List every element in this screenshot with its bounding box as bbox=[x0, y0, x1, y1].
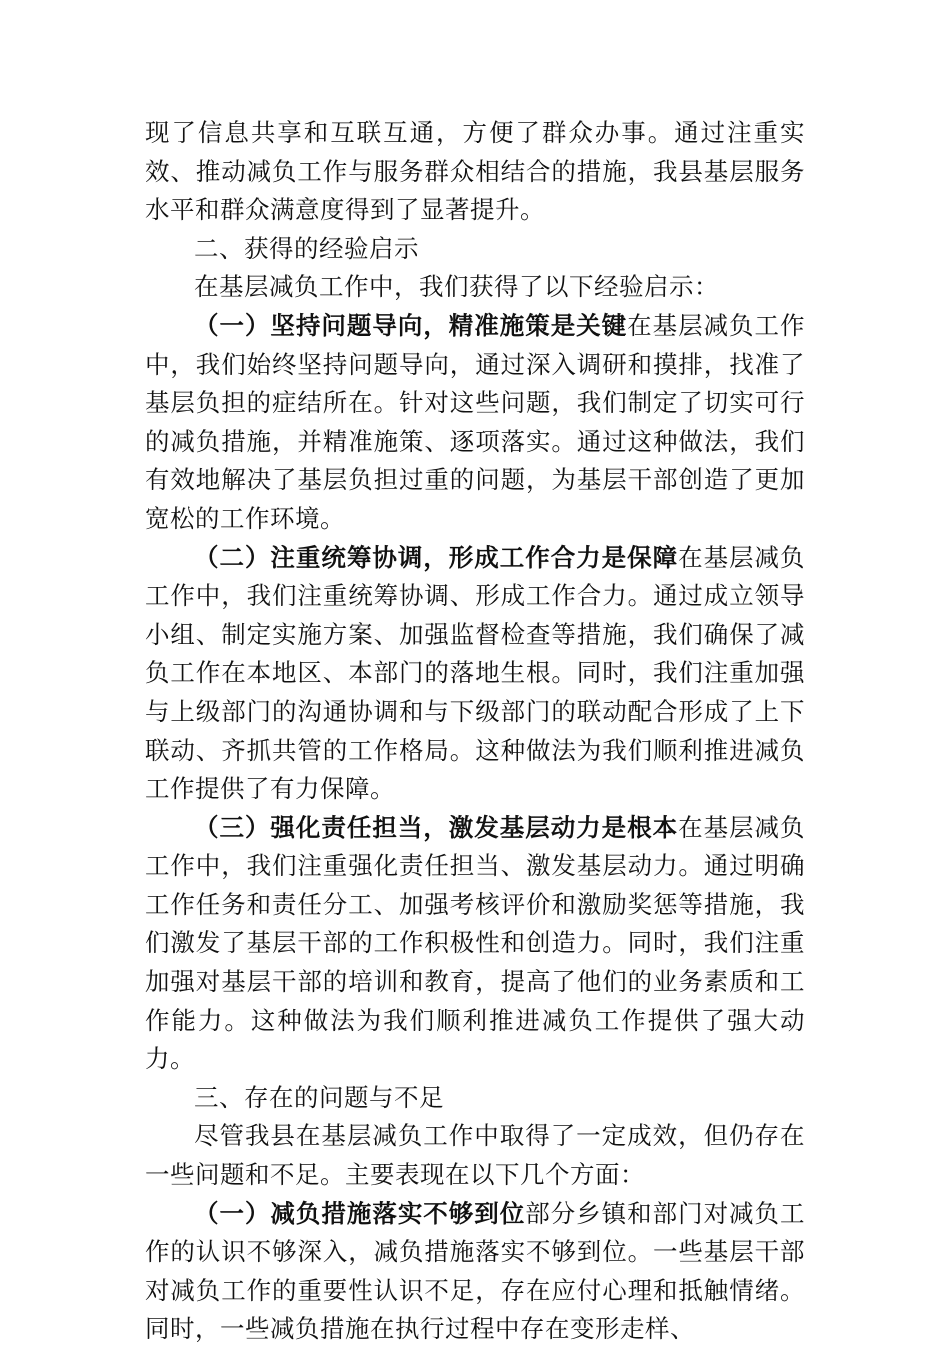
paragraph-text: 尽管我县在基层减负工作中取得了一定成效，但仍存在一些问题和不足。主要表现在以下几个方面： bbox=[145, 1121, 805, 1190]
paragraph bbox=[145, 307, 805, 539]
section-heading: 三、存在的问题与不足 bbox=[194, 1082, 444, 1112]
paragraph-text: 在基层减负工作中，我们注重强化责任担当、激发基层动力。通过明确工作任务和责任分工、加强考核评价和激励奖惩等措施，我们激发了基层干部的工作积极性和创造力。同时，我们注重加强对基层干部的培训和教育，提高了他们的业务素质和工作能力。这种做法为我们顺利推进减负工作提供了强大动力。 bbox=[145, 812, 806, 1074]
paragraph bbox=[145, 268, 805, 307]
document-body bbox=[145, 114, 805, 1349]
paragraph bbox=[145, 114, 805, 230]
paragraph-text: 在基层减负工作中，我们注重统筹协调、形成工作合力。通过成立领导小组、制定实施方案、加强监督检查等措施，我们确保了减负工作在本地区、本部门的落地生根。同时，我们注重加强与上级部门的沟通协调和与下级部门的联动配合形成了上下联动、齐抓共管的工作格局。这种做法为我们顺利推进减负工作提供了有力保障。 bbox=[145, 542, 806, 804]
paragraph bbox=[145, 539, 805, 809]
paragraph bbox=[145, 1195, 805, 1349]
paragraph-lead: （一）坚持问题导向，精准施策是关键 bbox=[194, 310, 628, 340]
paragraph-text: 部分乡镇和部门对减负工作的认识不够深入，减负措施落实不够到位。一些基层干部对减负工作的重要性认识不足，存在应付心理和抵触情绪。同时，一些减负措施在执行过程中存在变形走样、 bbox=[145, 1198, 806, 1344]
section-heading: 二、获得的经验启示 bbox=[194, 233, 419, 263]
paragraph bbox=[145, 1117, 805, 1194]
paragraph bbox=[145, 809, 805, 1079]
paragraph-lead: （二）注重统筹协调，形成工作合力是保障 bbox=[194, 542, 679, 572]
paragraph-lead: （一）减负措施落实不够到位 bbox=[194, 1198, 526, 1228]
paragraph-text: 在基层减负工作中，我们始终坚持问题导向，通过深入调研和摸排，找准了基层负担的症结所在。针对这些问题，我们制定了切实可行的减负措施，并精准施策、逐项落实。通过这种做法，我们有效地解决了基层负担过重的问题，为基层干部创造了更加宽松的工作环境。 bbox=[145, 310, 806, 533]
paragraph-text: 现了信息共享和互联互通，方便了群众办事。通过注重实效、推动减负工作与服务群众相结合的措施，我县基层服务水平和群众满意度得到了显著提升。 bbox=[145, 118, 805, 225]
paragraph-lead: （三）强化责任担当，激发基层动力是根本 bbox=[194, 812, 679, 842]
paragraph-text: 在基层减负工作中，我们获得了以下经验启示： bbox=[194, 272, 719, 302]
